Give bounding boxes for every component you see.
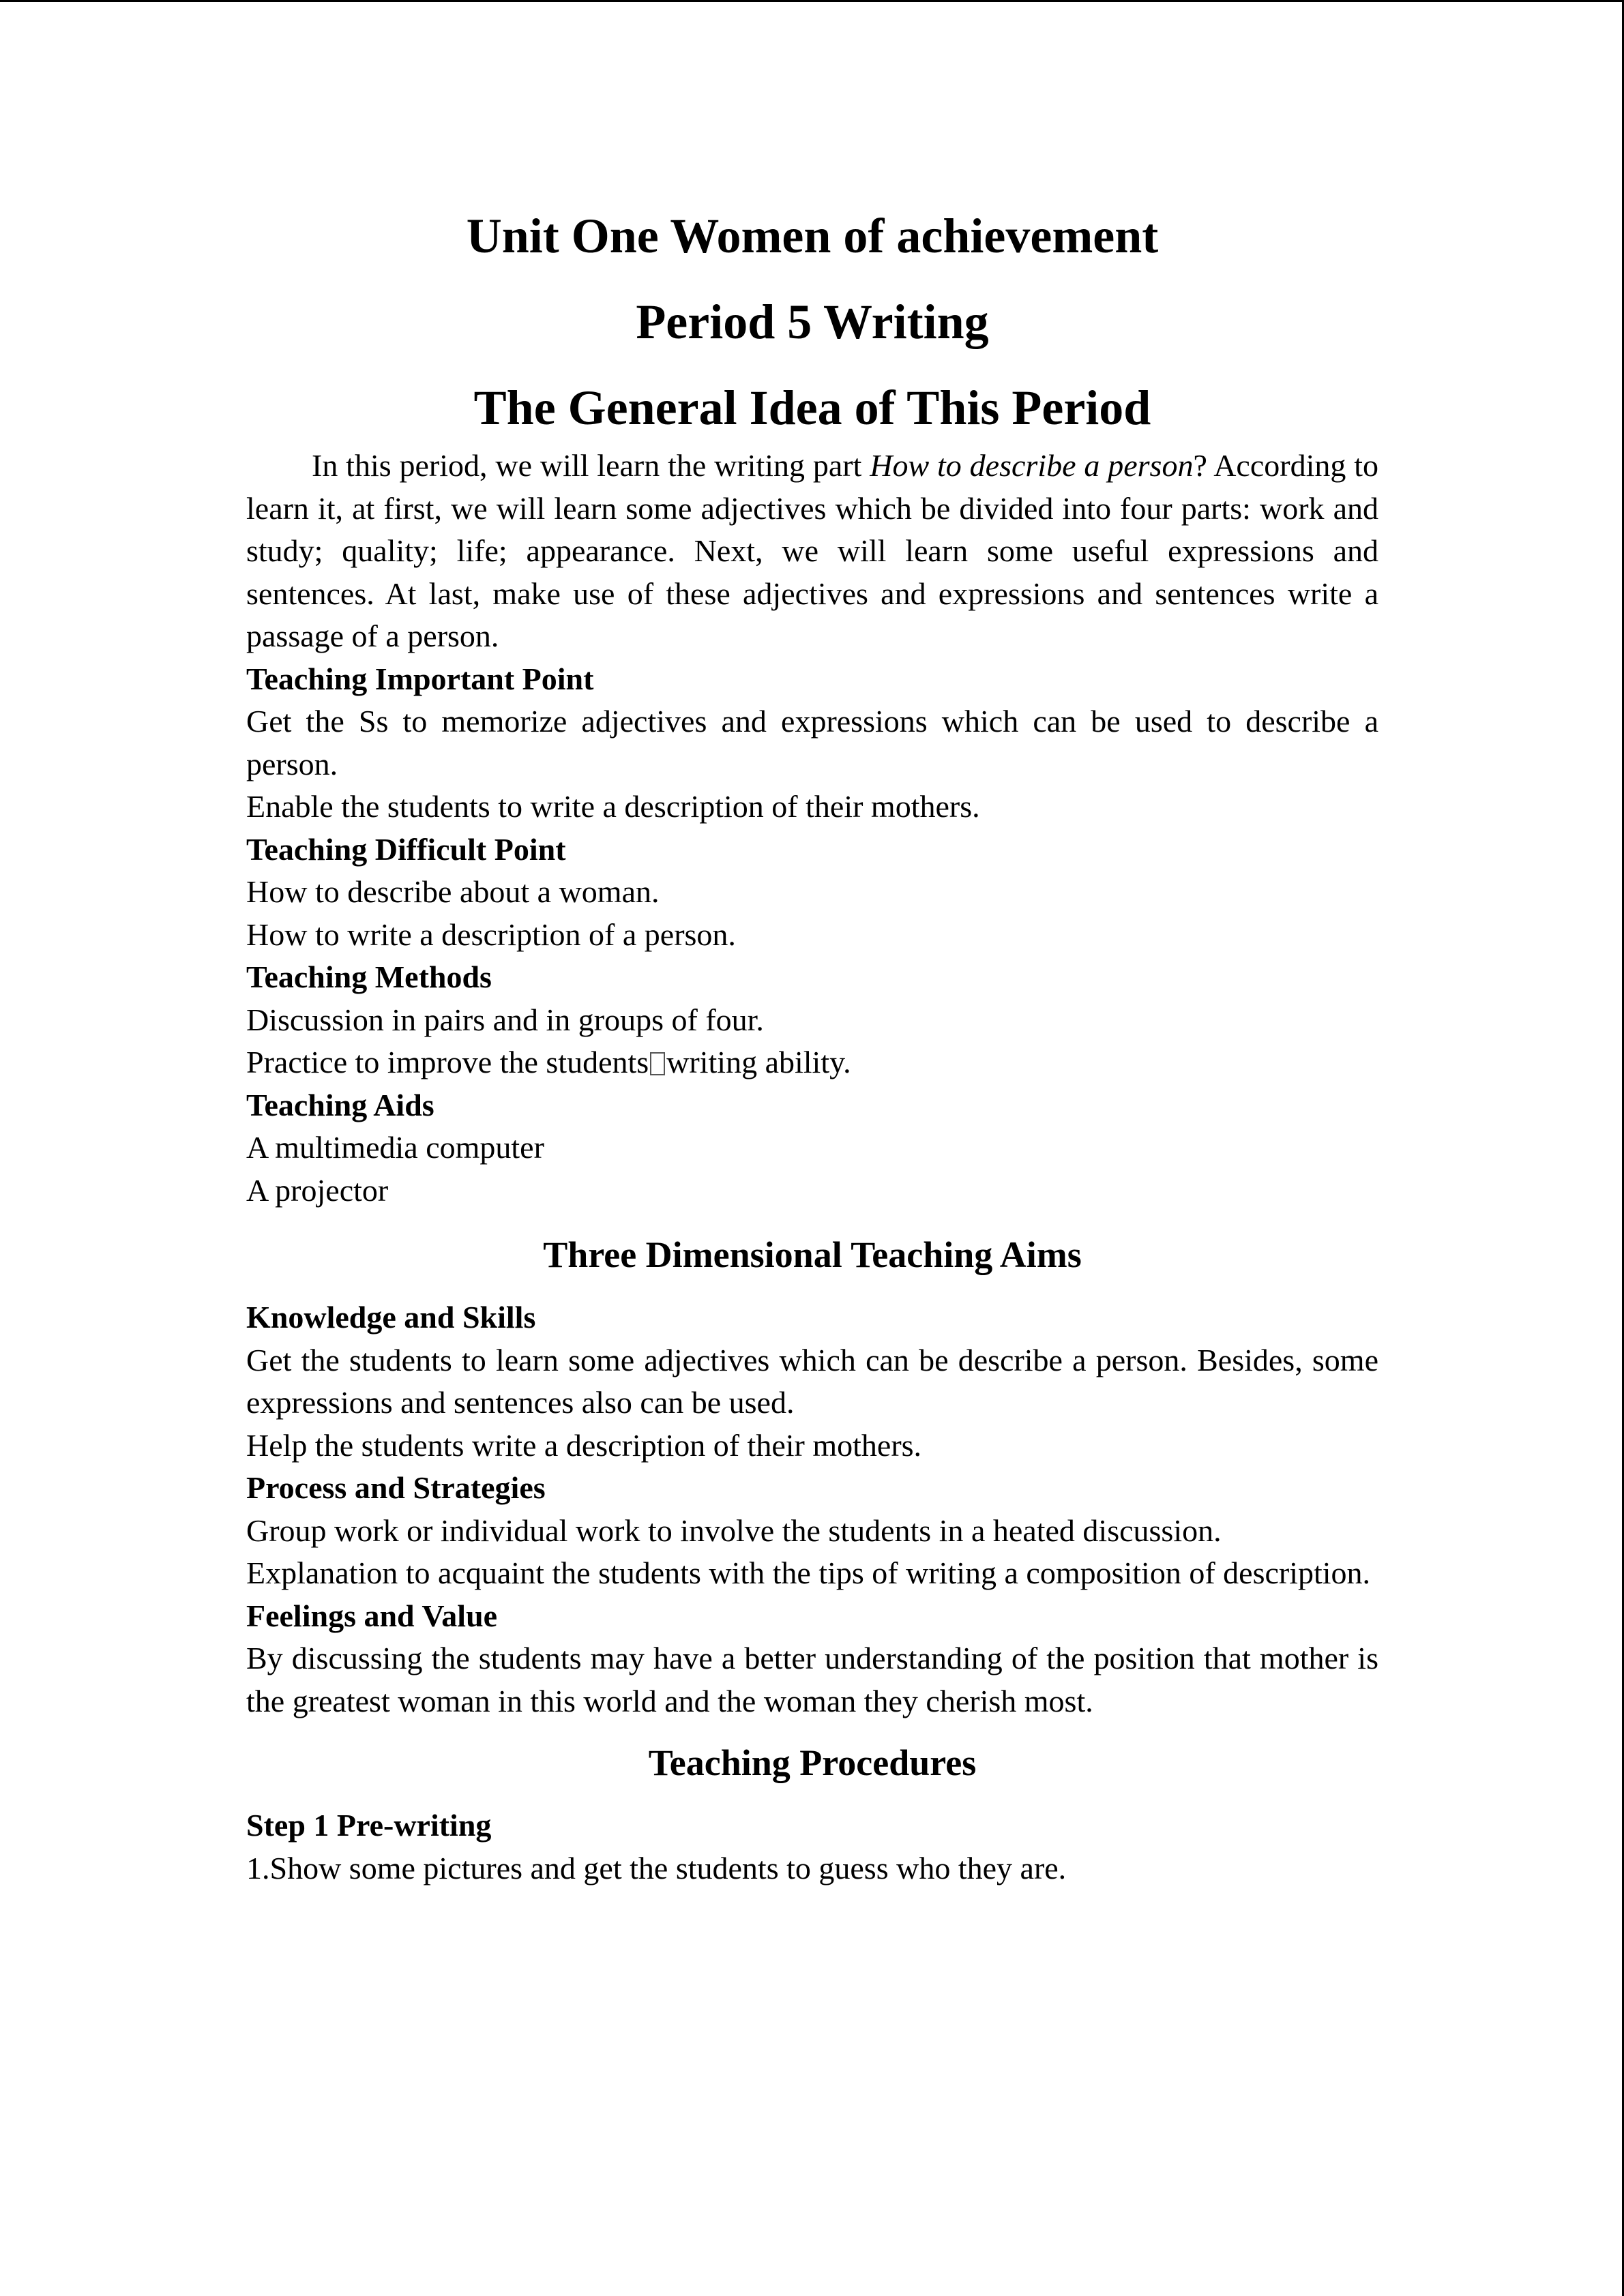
knowledge-line: Help the students write a description of their mothers.: [246, 1427, 922, 1463]
aids-line: A projector: [246, 1172, 389, 1208]
process-line: Explanation to acquaint the students with the tips of writing a composition of description.: [246, 1555, 1371, 1590]
intro-text-rest: ? According to learn it, at first, we will learn some adjectives which be divided into four parts: work and study; quality; life; appearance. Next, we will learn some useful expressions and sentences. At last, make use of these adjectives and expressions and sentences write a passage of a person.: [246, 448, 1378, 653]
important-point-line: Get the Ss to memorize adjectives and expressions which can be used to describe a person.: [246, 704, 1378, 781]
intro-paragraph: [246, 445, 1378, 658]
methods-line: [246, 1041, 1378, 1084]
methods-line: Discussion in pairs and in groups of four.: [246, 1002, 764, 1037]
methods-line-start: Practice to improve the students: [246, 1045, 649, 1079]
feelings-heading: Feelings and Value: [246, 1598, 498, 1633]
process-heading: Process and Strategies: [246, 1470, 546, 1505]
difficult-point-heading: Teaching Difficult Point: [246, 831, 566, 867]
aims-title: Three Dimensional Teaching Aims: [543, 1234, 1082, 1275]
period-title: Period 5 Writing: [636, 295, 989, 349]
knowledge-heading: Knowledge and Skills: [246, 1300, 536, 1335]
intro-text-start: In this period, we will learn the writing part: [312, 448, 870, 483]
feelings-text: By discussing the students may have a better understanding of the position that mother is the greatest woman in this world and the woman they cherish most.: [246, 1641, 1378, 1718]
process-line: Group work or individual work to involve the students in a heated discussion.: [246, 1512, 1222, 1548]
important-point-line: Enable the students to write a description of their mothers.: [246, 789, 980, 824]
knowledge-line: Get the students to learn some adjectives which can be describe a person. Besides, some expressions and sentences also can be used.: [246, 1342, 1378, 1420]
methods-line-end: writing ability.: [666, 1045, 851, 1079]
intro-italic-phrase: How to describe a person: [870, 448, 1194, 483]
general-idea-title: The General Idea of This Period: [473, 381, 1151, 435]
step1-line: 1.Show some pictures and get the students to guess who they are.: [246, 1850, 1067, 1885]
difficult-point-line: How to write a description of a person.: [246, 916, 736, 952]
methods-heading: Teaching Methods: [246, 959, 492, 994]
document-body: [246, 205, 1378, 1890]
aids-heading: Teaching Aids: [246, 1087, 434, 1122]
missing-glyph-box: [650, 1052, 665, 1075]
aids-line: A multimedia computer: [246, 1130, 544, 1165]
unit-title: Unit One Women of achievement: [466, 209, 1159, 263]
difficult-point-line: How to describe about a woman.: [246, 874, 660, 909]
step1-heading: Step 1 Pre-writing: [246, 1808, 492, 1843]
important-point-heading: Teaching Important Point: [246, 661, 594, 696]
procedures-title: Teaching Procedures: [648, 1742, 977, 1783]
